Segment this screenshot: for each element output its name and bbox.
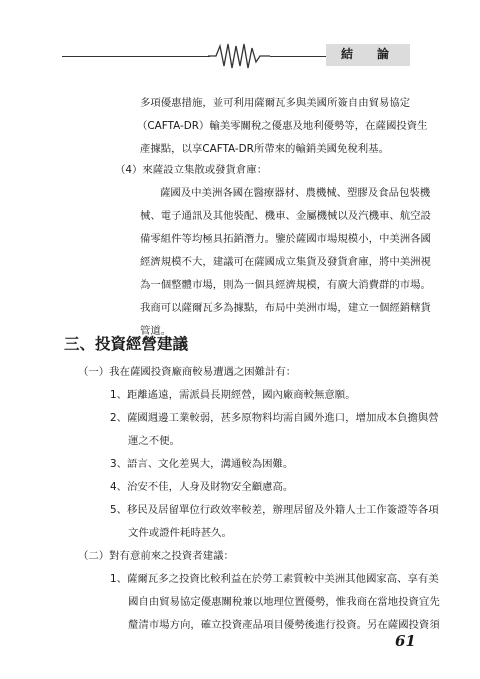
body-line: 經濟規模不大，建議可在薩國成立集貨及發貨倉庫，將中美洲視 [140,256,431,268]
page-number: 61 [395,632,416,650]
body-line: 械、電子通訊及其他裝配、機車、金屬機械以及汽機車、航空設 [140,210,431,222]
body-line: 我商可以薩爾瓦多為據點，布局中美洲市場，建立一個經銷轄貨 [140,302,431,314]
list-item: 5、移民及居留單位行政效率較差，辦理居留及外籍人士工作簽證等各項 [110,504,439,516]
list-item-continuation: 釐清市場方向，確立投資產品項目優勢後進行投資。另在薩國投資須 [128,619,440,631]
item-heading: （4）來薩設立集散或發貨倉庫： [115,164,268,176]
subsection-heading: （二）對有意前來之投資者建議： [78,550,234,562]
list-item-continuation: 運之不便。 [128,435,180,447]
list-item-continuation: 國自由貿易協定優惠關稅兼以地理位置優勢，惟我商在當地投資宜先 [128,596,440,608]
header-rule-left [62,56,210,57]
body-line: 產據點，以享CAFTA-DR所帶來的輸銷美國免稅利基。 [140,143,389,155]
list-item: 1、薩爾瓦多之投資比較利益在於勞工素質較中美洲其他國家高、享有美 [110,573,439,585]
body-line: 薩國及中美洲各國在醫療器材、農機械、塑膠及食品包裝機 [160,187,431,199]
wave-ornament-icon [208,40,270,70]
chapter-title-tab: 結 論 [326,44,410,66]
list-item: 1、距離遙遠，需派員長期經營，國內廠商較無意願。 [110,389,356,401]
body-line: 為一個整體市場，則為一個具經濟規模，有廣大消費群的市場。 [140,279,431,291]
section-heading: 三、投資經營建議 [64,335,189,353]
body-line: 管道。 [140,325,172,337]
body-line: 備零組件等均極具拓銷潛力。鑒於薩國市場規模小，中美洲各國 [140,233,431,245]
list-item: 4、治安不佳，人身及財物安全顧慮高。 [110,481,294,493]
header-rule-right [270,56,328,57]
list-item: 3、語言、文化差異大，溝通較為困難。 [110,458,294,470]
list-item-continuation: 文件或證件耗時甚久。 [128,527,232,539]
list-item: 2、薩國週邊工業較弱，甚多原物料均需自國外進口，增加成本負擔與營 [110,412,439,424]
subsection-heading: （一）我在薩國投資廠商較易遭遇之困難計有： [78,366,297,378]
body-line: （CAFTA-DR）輸美零關稅之優惠及地利優勢等，在薩國投資生 [137,120,428,132]
body-line: 多項優惠措施，並可利用薩爾瓦多與美國所簽自由貿易協定 [140,97,411,109]
